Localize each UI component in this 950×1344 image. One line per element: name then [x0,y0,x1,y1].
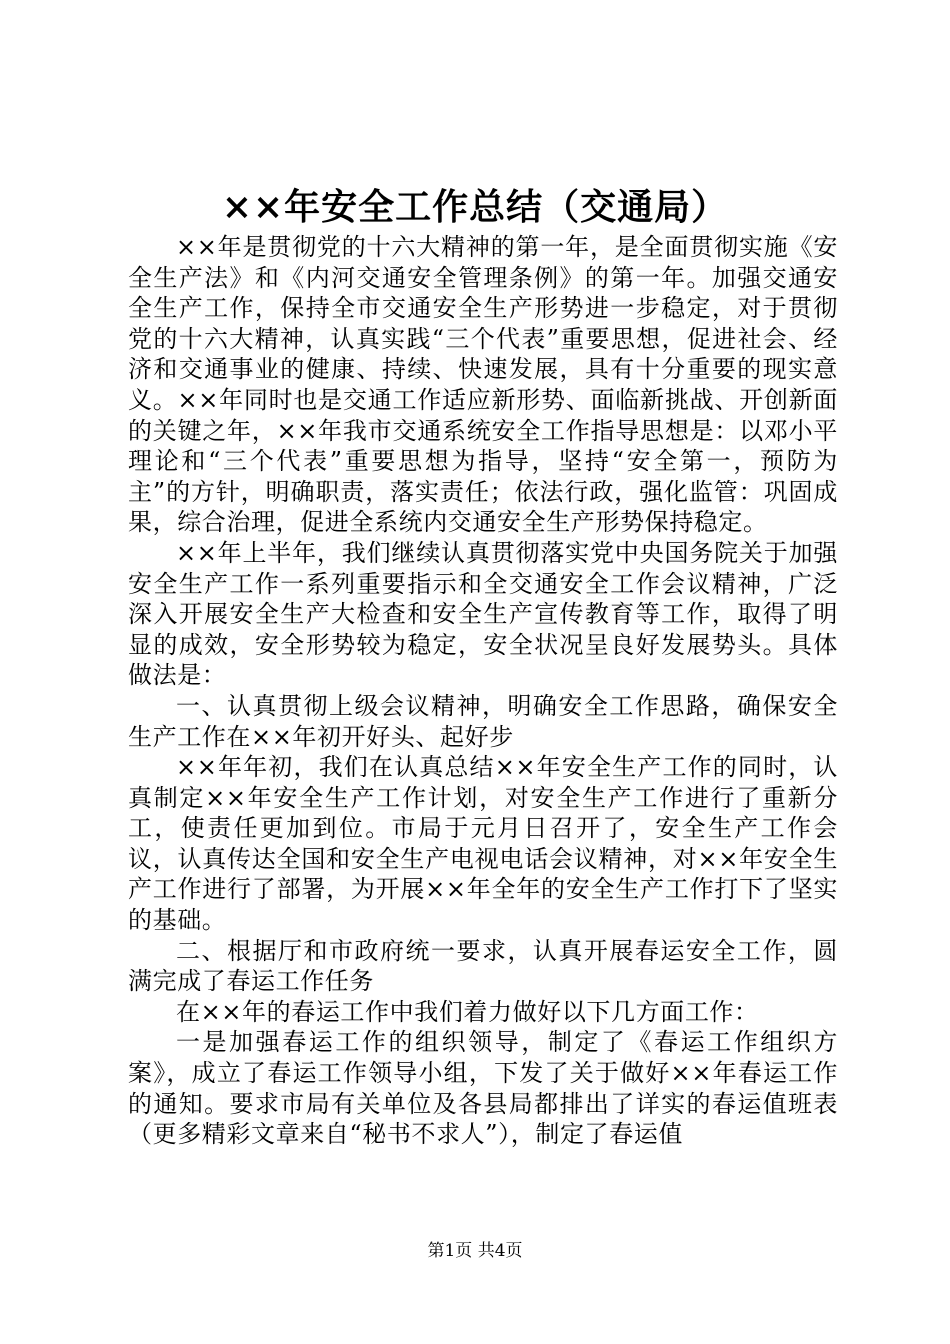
paragraph: 一是加强春运工作的组织领导，制定了《春运工作组织方案》，成立了春运工作领导小组，下发了关于做好××年春运工作的通知。要求市局有关单位及各县局都排出了详实的春运值班表（更多精彩文章来自“秘书不求人”），制定了春运值 [128,1028,838,1149]
section-heading: 二、根据厅和市政府统一要求，认真开展春运安全工作，圆满完成了春运工作任务 [128,936,838,996]
paragraph: 在××年的春运工作中我们着力做好以下几方面工作： [176,997,759,1026]
document-body [128,232,838,1150]
document-title: ××年安全工作总结（交通局） [221,186,729,228]
section-heading: 一、认真贯彻上级会议精神，明确安全工作思路，确保安全生产工作在××年初开好头、起好步 [128,691,838,751]
paragraph: ××年上半年，我们继续认真贯彻落实党中央国务院关于加强安全生产工作一系列重要指示和全交通安全工作会议精神，广泛深入开展安全生产大检查和安全生产宣传教育等工作，取得了明显的成效，安全形势较为稳定，安全状况呈良好发展势头。具体做法是： [128,538,838,690]
page-number-footer: 第1页 共4页 [427,1241,523,1261]
paragraph: ××年是贯彻党的十六大精神的第一年，是全面贯彻实施《安全生产法》和《内河交通安全管理条例》的第一年。加强交通安全生产工作，保持全市交通安全生产形势进一步稳定，对于贯彻党的十六大精神，认真实践“三个代表”重要思想，促进社会、经济和交通事业的健康、持续、快速发展，具有十分重要的现实意义。××年同时也是交通工作适应新形势、面临新挑战、开创新面的关键之年，××年我市交通系统安全工作指导思想是：以邓小平理论和“三个代表”重要思想为指导，坚持“安全第一，预防为主”的方针，明确职责，落实责任；依法行政，强化监管：巩固成果，综合治理，促进全系统内交通安全生产形势保持稳定。 [128,233,838,537]
paragraph: ××年年初，我们在认真总结××年安全生产工作的同时，认真制定××年安全生产工作计划，对安全生产工作进行了重新分工，使责任更加到位。市局于元月日召开了，安全生产工作会议，认真传达全国和安全生产电视电话会议精神，对××年安全生产工作进行了部署，为开展××年全年的安全生产工作打下了坚实的基础。 [128,753,838,935]
